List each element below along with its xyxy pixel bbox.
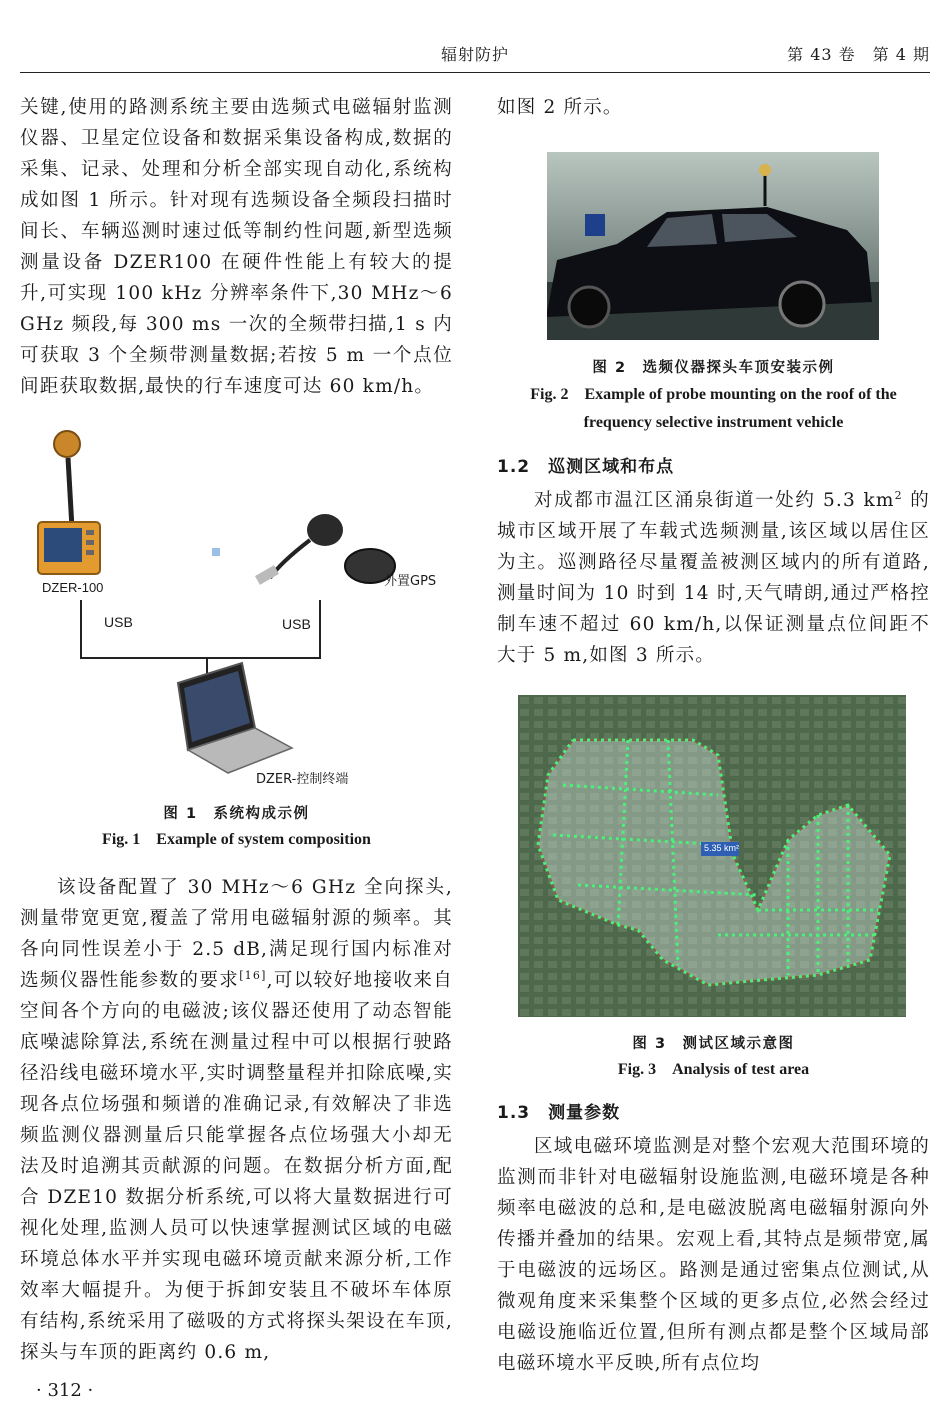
- system-diagram: [20, 418, 453, 798]
- left-paragraph-1: [20, 92, 453, 402]
- fig3-caption-en: Fig. 3 Analysis of test area: [617, 1061, 810, 1078]
- fig3-caption-zh: 图 3 测试区域示意图: [632, 1036, 795, 1052]
- section-title: 1.3 测量参数: [497, 1103, 621, 1123]
- fig1-caption-zh: 图 1 系统构成示例: [163, 806, 310, 822]
- usb-left-label: USB: [104, 614, 133, 630]
- paragraph: 区域电磁环境监测是对整个宏观大范围环境的监测而非针对电磁辐射设施监测,电磁环境是各种频率电磁波的总和,是电磁波脱离电磁辐射源向外传播并叠加的结果。宏观上看,其特点是频带宽,属于电磁波的远场区。路测是通过密集点位测试,从微观角度来采集整个区域的更多点位,必然会经过电磁设施临近位置,但所有测点都是整个区域局部电磁环境水平反映,所有点位均: [497, 1136, 930, 1374]
- left-paragraph-2: [20, 872, 453, 1368]
- antenna-rod: [68, 458, 72, 528]
- figure-2: [547, 152, 879, 340]
- section-title: 1.2 巡测区域和布点: [497, 457, 675, 477]
- map-scale-label: 5.35 km²: [704, 843, 740, 853]
- plus-icon: [212, 548, 220, 556]
- car-photo: [547, 152, 879, 340]
- antenna-ball: [54, 431, 80, 457]
- figure-3: [518, 695, 906, 1017]
- usb-right-label: USB: [282, 616, 311, 632]
- gps-puck-icon: [307, 514, 343, 546]
- paragraph-text-cont: ,可以较好地接收来自空间各个方向的电磁波;该仪器还使用了动态智能底噪滤除算法,系统在测量过程中可以根据行驶路径沿线电磁环境水平,实时调整量程并扣除底噪,实现各点位场强和频谱的准确记录,有效解决了非选频监测仪器测量后只能掌握各点位场强大小却无法及时追溯其贡献源的问题。在数据分析方面,配合 DZE10 数据分析系统,可以将大量数据进行可视化处理,监测人员可以快速掌握测试区域的电磁环境总体水平并实现电磁环境贡献来源分析,工作效率大幅提升。为便于拆卸安装且不破坏车体原有结构,系统采用了磁吸的方式将探头架设在车顶,探头与车顶的距离约 0.6 m,: [20, 970, 453, 1363]
- paragraph-text: 该设备配置了 30 MHz～6 GHz 全向探头,测量带宽更宽,覆盖了常用电磁辐射源的频率。其各向同性误差小于 2.5 dB,满足现行国内标准对选频仪器性能参数的要求: [20, 877, 453, 991]
- fig1-caption-en: Fig. 1 Example of system composition: [102, 831, 371, 848]
- superscript: 2: [894, 488, 903, 502]
- issue-label: 第 43 卷 第 4 期: [787, 45, 930, 64]
- citation-16: [16]: [239, 968, 267, 982]
- fig2-caption-en-1: Fig. 2 Example of probe mounting on the roof of the: [530, 386, 897, 403]
- fig2-caption-zh: 图 2 选频仪器探头车顶安装示例: [592, 360, 835, 376]
- figure-1: [20, 418, 453, 798]
- device-screen: [44, 528, 82, 562]
- fig2-caption-en-2: frequency selective instrument vehicle: [583, 414, 844, 431]
- page-header: [20, 40, 930, 73]
- gps-label: 外置GPS: [384, 574, 437, 589]
- device-label: DZER-100: [42, 580, 104, 595]
- section-1-2: 1.2 巡测区域和布点 对成都市温江区涌泉街道一处约 5.3 $km^2$ 的城市区域开展了车载式选频测量,该区域以居住区为主。巡测路径尽量覆盖被测区域内的所有道路,测量时间为 10 时到 14 时,天气晴朗,通过严格控制车速不超过 60 km/h,以保证测量点位间距不大于 5 m,如图 3 所示。: [497, 452, 930, 671]
- page-number: · 312 ·: [36, 1380, 94, 1401]
- journal-name: 辐射防护: [440, 45, 509, 64]
- test-area-map: [518, 695, 906, 1017]
- laptop-label: DZER-控制终端: [256, 772, 349, 787]
- section-1-3: [497, 1098, 930, 1379]
- right-top-text: 如图 2 所示。: [497, 97, 623, 118]
- paragraph: 关键,使用的路测系统主要由选频式电磁辐射监测仪器、卫星定位设备和数据采集设备构成,数据的采集、记录、处理和分析全部实现自动化,系统构成如图 1 所示。针对现有选频设备全频段扫描时间长、车辆巡测时速过低等制约性问题,新型选频测量设备 DZER100 在硬件性能上有较大的提升,可实现 100 kHz 分辨率条件下,30 MHz～6 GHz 频段,每 300 ms 一次的全频带扫描,1 s 内可获取 3 个全频带测量数据;若按 5 m 一个点位间距获取数据,最快的行车速度可达 60 km/h。: [20, 97, 453, 397]
